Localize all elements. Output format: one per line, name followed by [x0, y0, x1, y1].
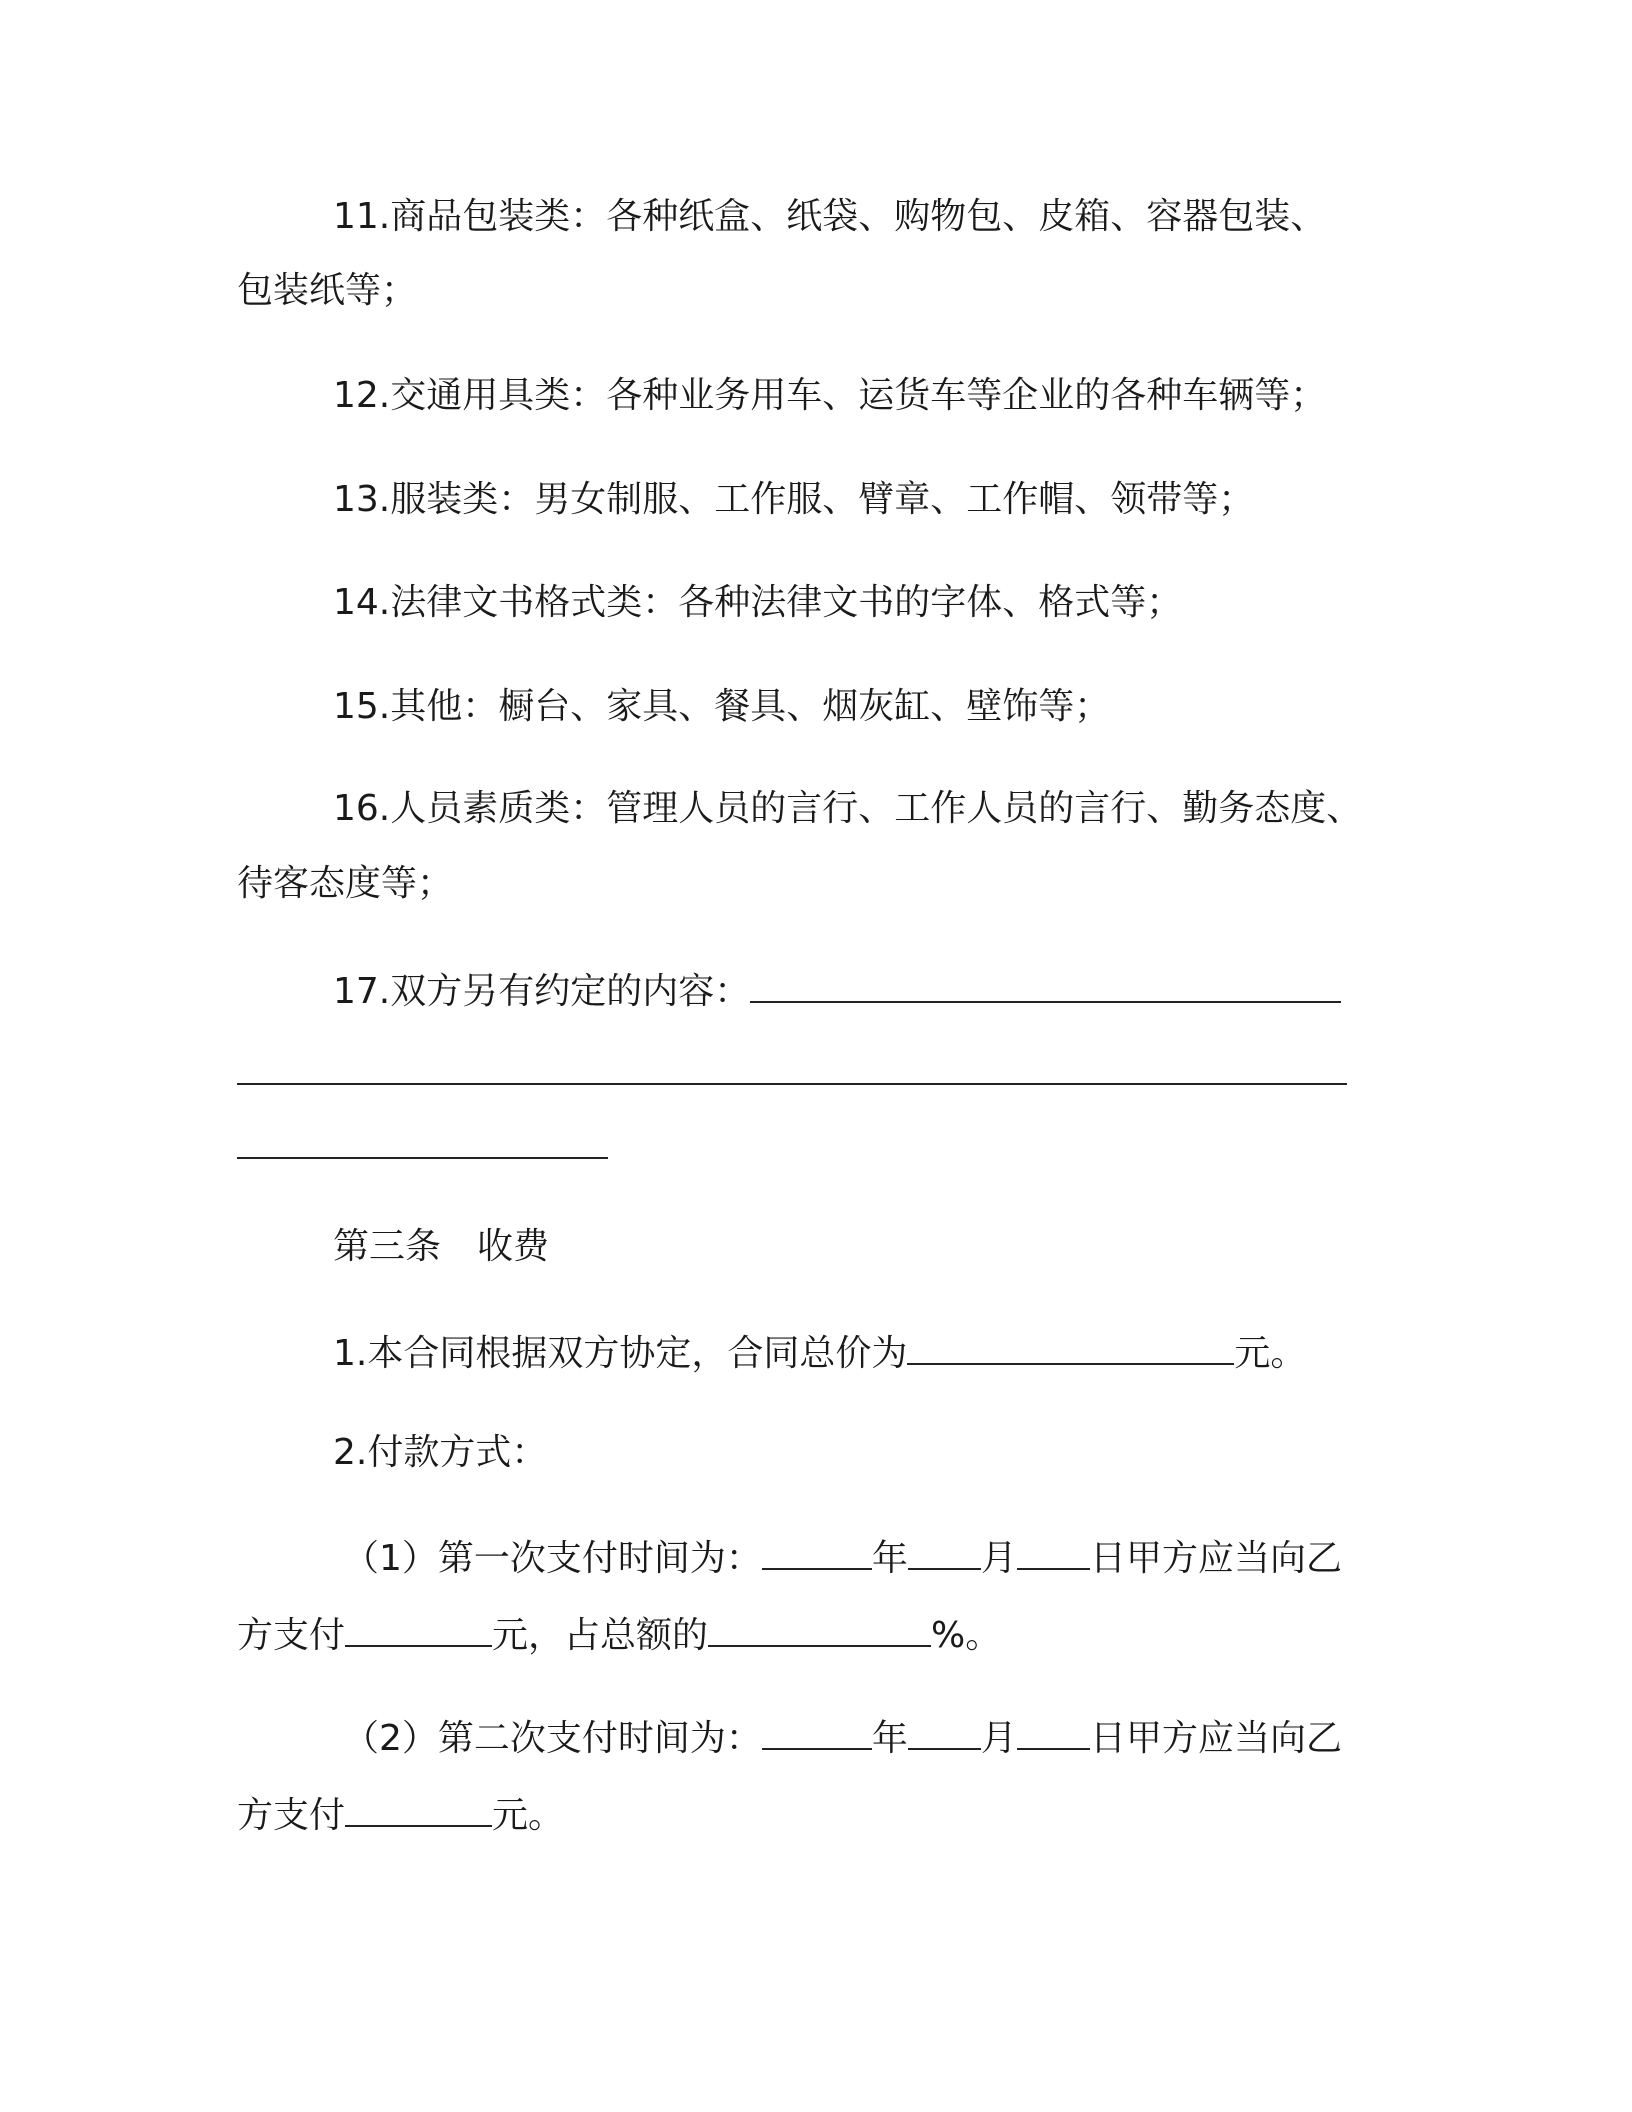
- item-14: 14.法律文书格式类：各种法律文书的字体、格式等；: [333, 582, 1183, 623]
- article-3-heading: 第三条 收费: [333, 1226, 550, 1267]
- month-label: 月: [980, 1718, 1017, 1759]
- item-13: 13.服装类：男女制服、工作服、臂章、工作帽、领带等；: [333, 479, 1255, 520]
- year-label: 年: [871, 1538, 908, 1579]
- item-15: 15.其他：橱台、家具、餐具、烟灰缸、壁饰等；: [333, 686, 1111, 727]
- payment-2-line2: [237, 1791, 564, 1838]
- payment-2-year-blank[interactable]: [762, 1714, 872, 1750]
- total-price-clause: [333, 1329, 1306, 1376]
- payment-1-year-blank[interactable]: [762, 1534, 872, 1570]
- payment-1-day-blank[interactable]: [1017, 1534, 1090, 1570]
- total-price-blank[interactable]: [907, 1329, 1234, 1365]
- item-17-blank-line2[interactable]: [237, 1083, 1347, 1085]
- month-label: 月: [980, 1538, 1017, 1579]
- payment-2-month-blank[interactable]: [908, 1714, 981, 1750]
- payment-1-label: （1）第一次支付时间为：: [343, 1538, 762, 1579]
- day-label: 日甲方应当向乙: [1089, 1718, 1342, 1759]
- item-17-blank-line3[interactable]: [237, 1157, 608, 1159]
- day-label: 日甲方应当向乙: [1089, 1538, 1342, 1579]
- item-17-blank[interactable]: [750, 967, 1341, 1003]
- pay-label: 方支付: [237, 1795, 346, 1836]
- payment-2-amount-blank[interactable]: [345, 1791, 492, 1827]
- payment-1-line1: [343, 1534, 1342, 1581]
- item-16-line2: 待客态度等；: [237, 863, 454, 904]
- item-12: 12.交通用具类：各种业务用车、运货车等企业的各种车辆等；: [333, 375, 1327, 416]
- total-price-unit: 元。: [1234, 1333, 1307, 1374]
- pay-label: 方支付: [237, 1615, 346, 1656]
- year-label: 年: [871, 1718, 908, 1759]
- yuan-share-label: 元，占总额的: [492, 1615, 709, 1656]
- item-11-line2: 包装纸等；: [237, 270, 418, 311]
- payment-1-amount-blank[interactable]: [345, 1611, 492, 1647]
- item-17-label: 17.双方另有约定的内容：: [333, 971, 751, 1012]
- item-17: [333, 967, 1341, 1014]
- payment-2-line1: [343, 1714, 1342, 1761]
- total-price-label: 1.本合同根据双方协定，合同总价为: [333, 1333, 908, 1374]
- percent-label: %。: [931, 1615, 1002, 1656]
- payment-2-label: （2）第二次支付时间为：: [343, 1718, 762, 1759]
- payment-method-label: 2.付款方式：: [333, 1432, 548, 1473]
- yuan-label: 元。: [492, 1795, 565, 1836]
- item-11-line1: 11.商品包装类：各种纸盒、纸袋、购物包、皮箱、容器包装、: [333, 196, 1327, 237]
- payment-1-percent-blank[interactable]: [708, 1611, 931, 1647]
- payment-2-day-blank[interactable]: [1017, 1714, 1090, 1750]
- item-16-line1: 16.人员素质类：管理人员的言行、工作人员的言行、勤务态度、: [333, 788, 1363, 829]
- payment-1-month-blank[interactable]: [908, 1534, 981, 1570]
- payment-1-line2: [237, 1611, 1001, 1658]
